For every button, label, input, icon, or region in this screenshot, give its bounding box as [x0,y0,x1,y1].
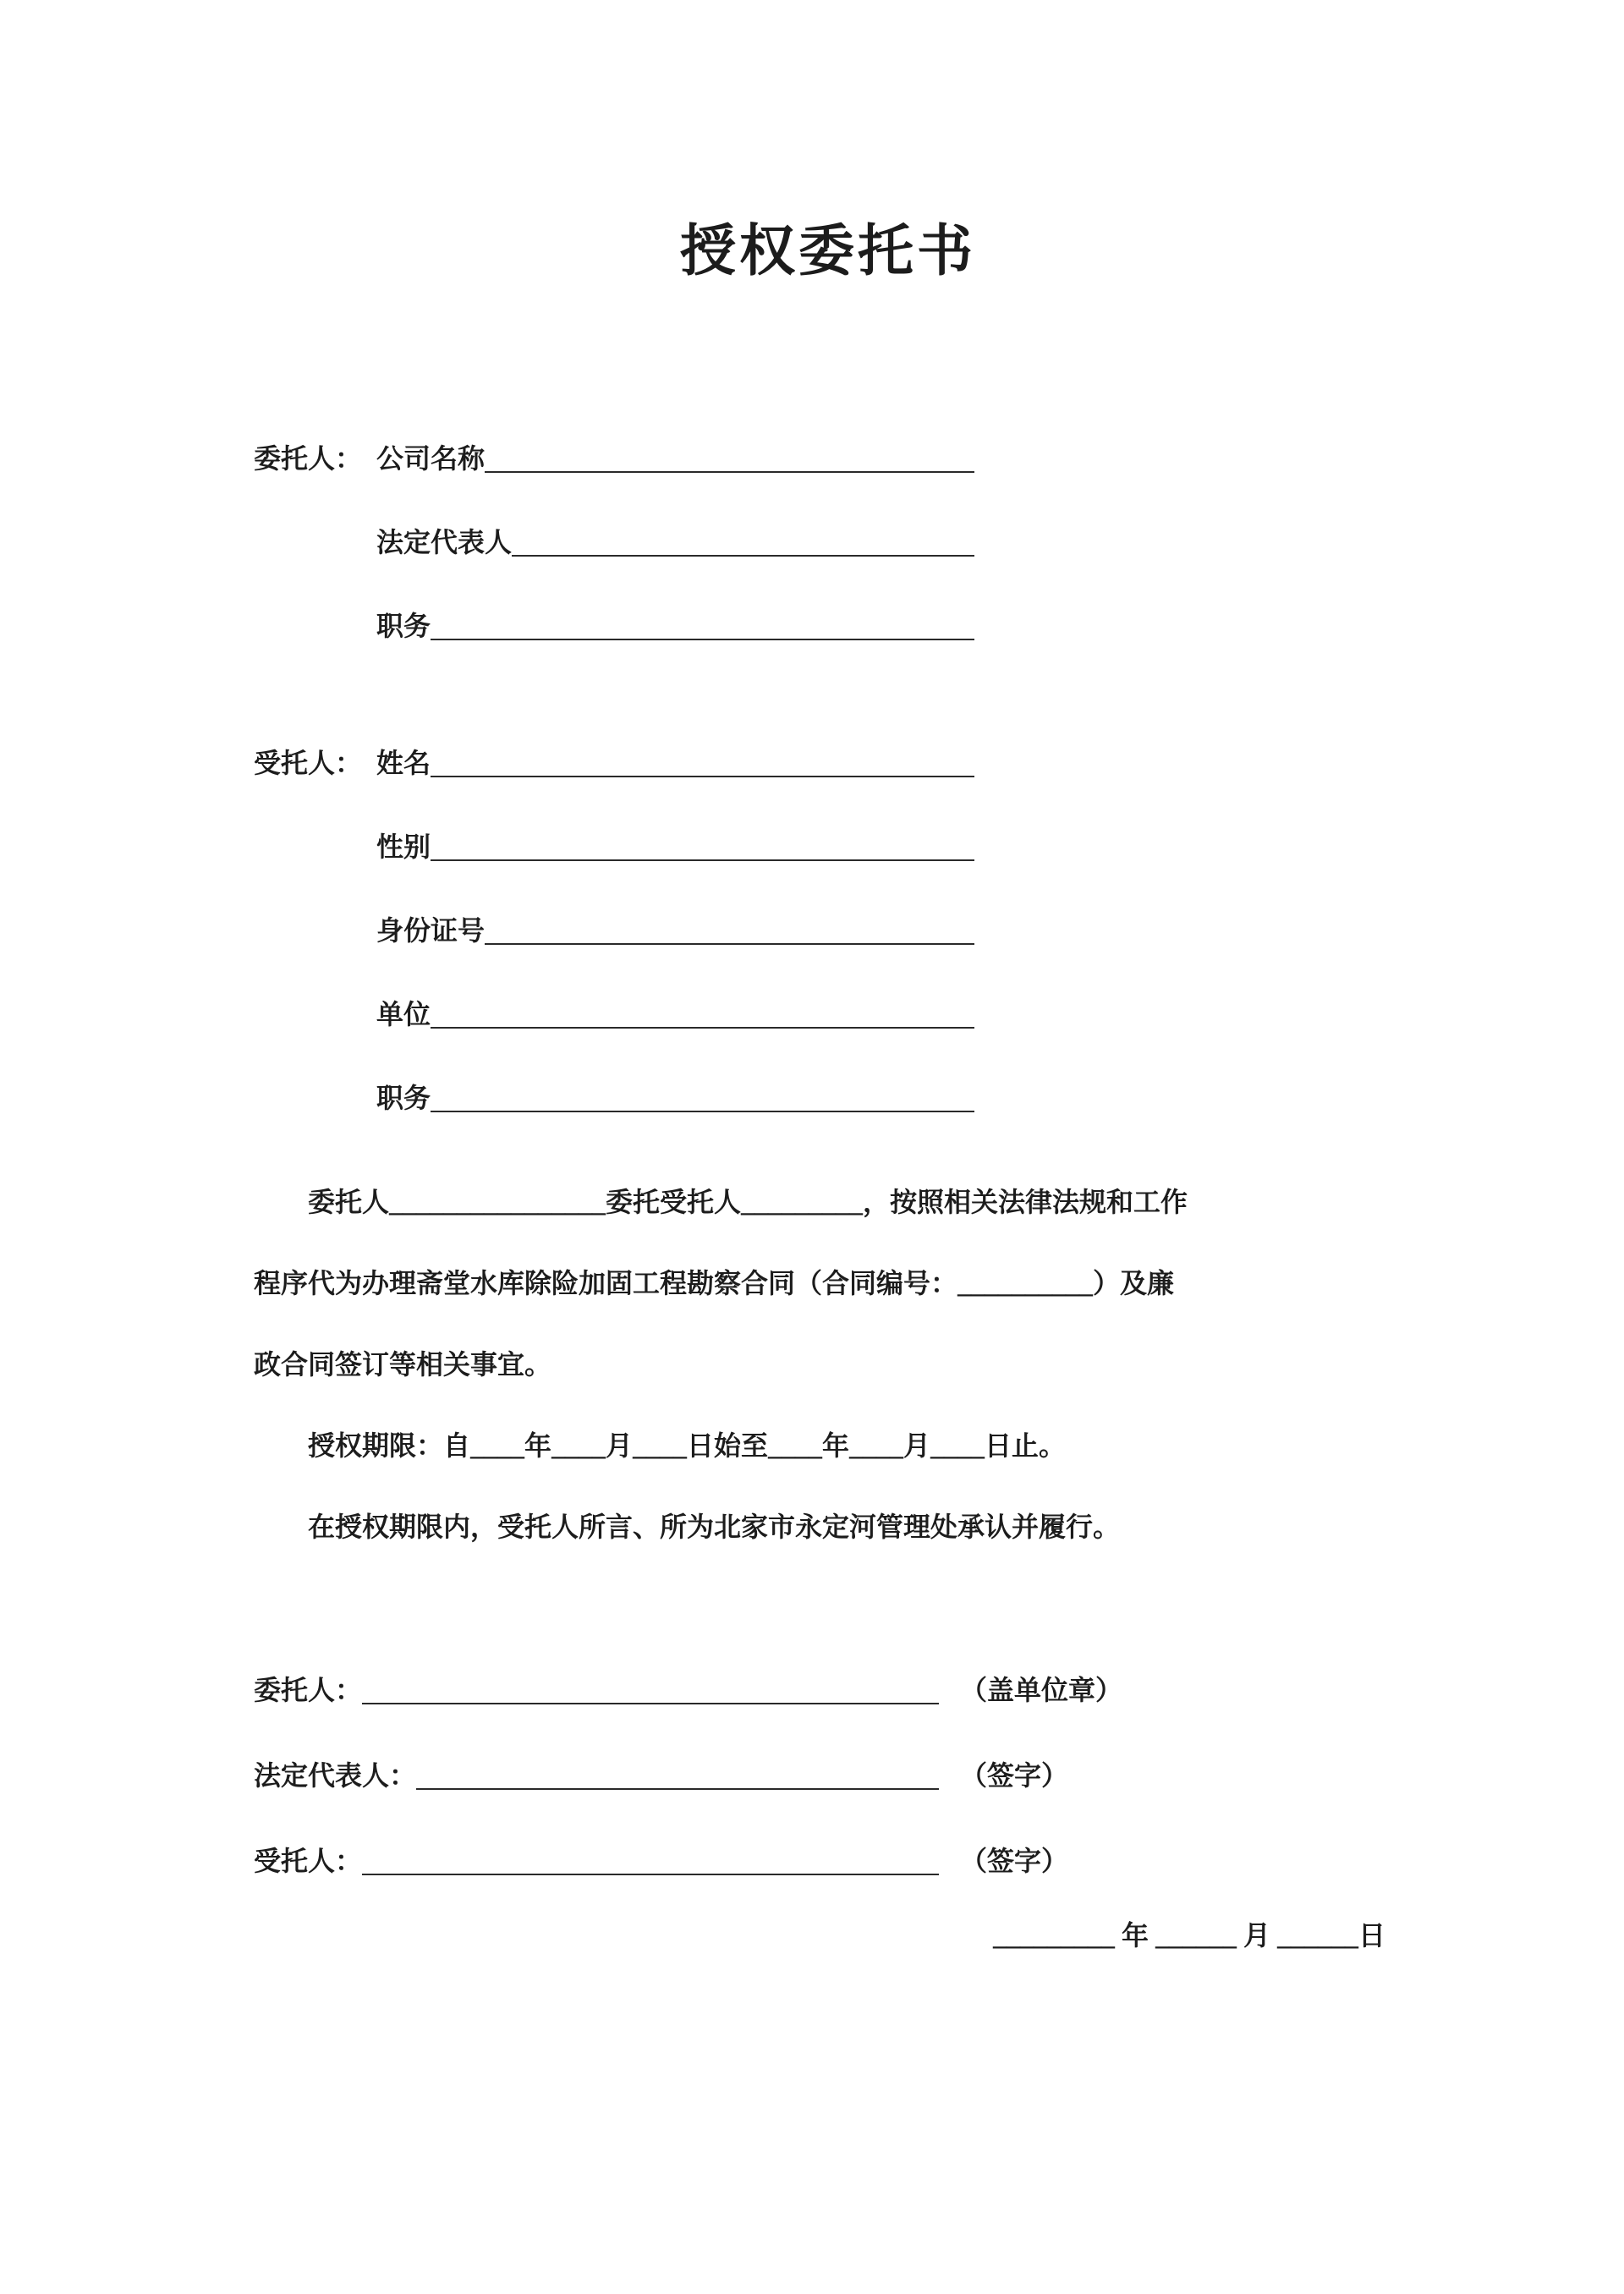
unit-label: 单位 [376,999,431,1030]
id-number-label: 身份证号 [376,915,486,947]
principal-signature-blank-line [362,1703,939,1704]
id-number-blank-line [485,943,974,945]
principal-prefix-label: 委托人： [254,443,363,475]
company-name-label: 公司名称 [376,443,486,475]
company-name-blank-line [485,471,974,473]
signature-section [254,1622,1402,1955]
legal-representative-blank-line [512,555,974,557]
agent-signature-blank-line [362,1874,939,1875]
agent-unit-row [254,948,974,1032]
agent-prefix-label: 受托人： [254,748,363,779]
name-label: 姓名 [376,748,431,779]
agent-position-row [254,1032,974,1116]
agent-signature-row [254,1793,1402,1879]
agent-position-blank-line [431,1111,974,1112]
principal-signature-row [254,1622,1402,1708]
agent-signature-left [254,1840,939,1879]
company-seal-note: （盖单位章） [960,1675,1123,1706]
paragraph-line-1: 委托人________________委托受托人_________，按照相关法律法规和工作 [308,1187,1188,1218]
agent-signature-label: 受托人： [254,1846,363,1877]
gender-label: 性别 [376,831,431,863]
agent-id-number-row [254,864,974,948]
legal-rep-signature-left [254,1754,939,1793]
authorization-paragraph [254,1161,1402,1567]
principal-signature-left [254,1669,939,1708]
principal-company-row [254,392,974,476]
date-line: _________ 年 ______ 月 ______日 [992,1920,1385,1951]
paragraph-line-3: 政合同签订等相关事宜。 [254,1349,552,1380]
legal-representative-label: 法定代表人 [376,527,513,558]
principal-signature-label: 委托人： [254,1675,363,1706]
name-blank-line [431,776,974,777]
authorization-period-line: 授权期限：自____年____月____日始至____年____月____日止。 [308,1430,1067,1462]
unit-blank-line [431,1027,974,1029]
legal-rep-signature-label: 法定代表人： [254,1760,417,1792]
agent-position-label: 职务 [376,1083,431,1114]
acknowledgment-line: 在授权期限内，受托人所言、所为北家市永定河管理处承认并履行。 [308,1512,1121,1543]
agent-sign-note: （签字） [960,1846,1069,1877]
agent-name-row [254,697,974,781]
paragraph-line-2: 程序代为办理斋堂水库除险加固工程勘察合同（合同编号：__________）及廉 [254,1268,1175,1299]
principal-section [254,392,974,644]
position-blank-line [431,639,974,640]
principal-position-row [254,560,974,644]
position-label: 职务 [376,611,431,642]
legal-rep-sign-note: （签字） [960,1760,1069,1792]
gender-blank-line [431,859,974,861]
document-title: 授权委托书 [680,221,976,283]
legal-rep-signature-blank-line [416,1788,939,1790]
legal-rep-signature-row [254,1708,1402,1793]
agent-section [254,697,974,1116]
agent-gender-row [254,781,974,864]
principal-legal-rep-row [254,476,974,560]
